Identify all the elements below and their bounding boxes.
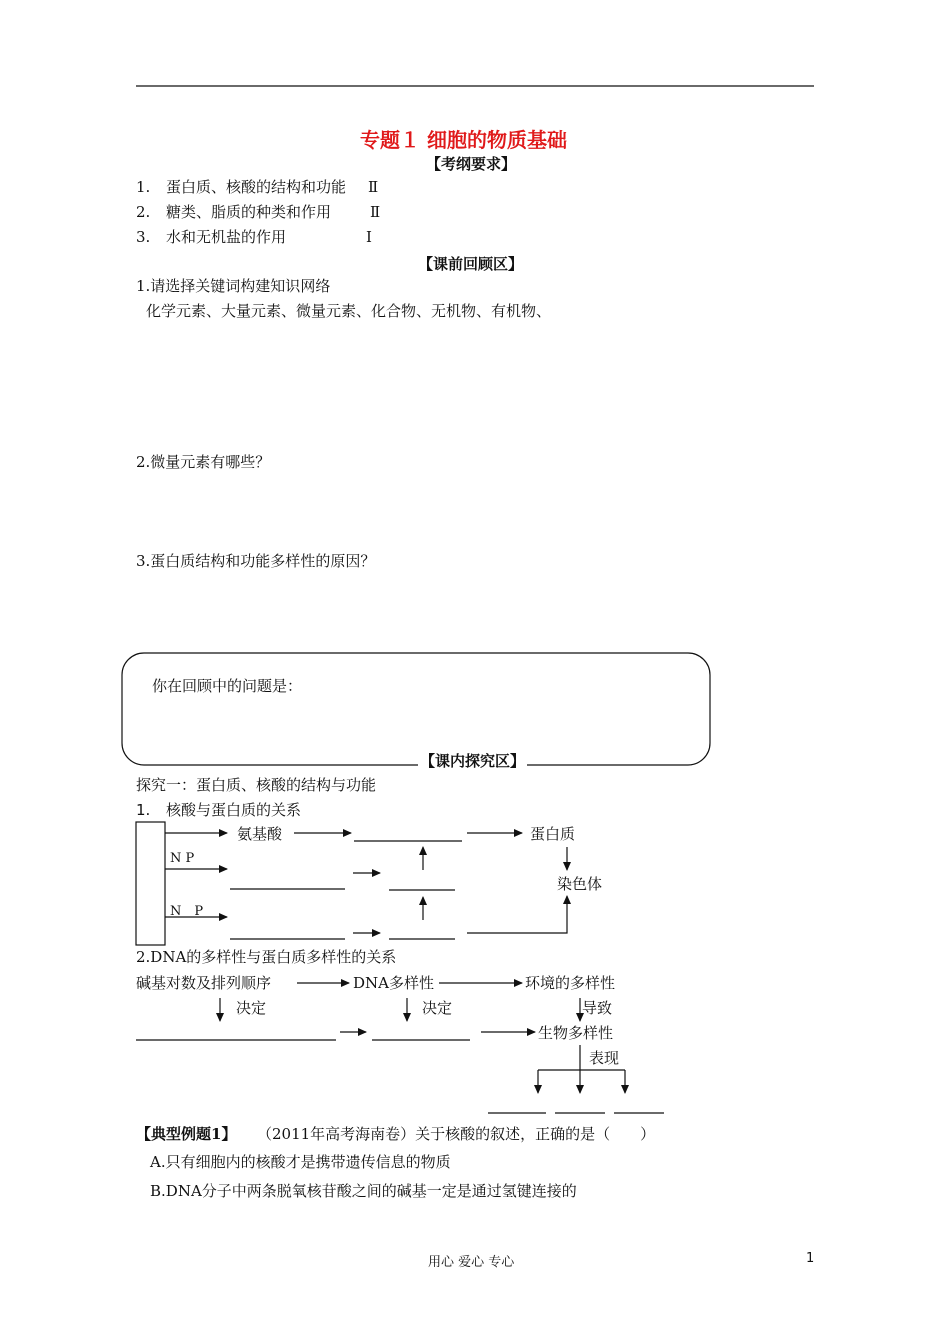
cause-label: 导致 bbox=[582, 999, 613, 1017]
explore-sub-1-text: 核酸与蛋白质的关系 bbox=[166, 801, 302, 819]
review-box bbox=[122, 653, 710, 765]
review-box-prompt: 你在回顾中的问题是： bbox=[152, 677, 303, 695]
biodiversity-label: 生物多样性 bbox=[538, 1024, 614, 1042]
example-label: 【典型例题1】 bbox=[136, 1125, 237, 1143]
requirement-1-text: 蛋白质、核酸的结构和功能 bbox=[166, 178, 347, 196]
nucleic-protein-diagram bbox=[136, 822, 567, 945]
amino-acid-label: 氨基酸 bbox=[237, 825, 283, 843]
example-option-b: B.DNA分子中两条脱氧核苷酸之间的碱基一定是通过氢键连接的 bbox=[150, 1182, 577, 1200]
explore-sub-1-num: 1. bbox=[136, 801, 151, 819]
base-pair-label: 碱基对数及排列顺序 bbox=[136, 974, 272, 992]
example-option-a: A.只有细胞内的核酸才是携带遗传信息的物质 bbox=[150, 1153, 451, 1171]
requirement-1-level: Ⅱ bbox=[368, 178, 379, 196]
review-section-label: 【课前回顾区】 bbox=[418, 255, 524, 273]
requirement-3-level: Ⅰ bbox=[366, 228, 372, 246]
requirement-2-level: Ⅱ bbox=[370, 203, 381, 221]
dna-diversity-label: DNA多样性 bbox=[353, 974, 434, 992]
environment-diversity-label: 环境的多样性 bbox=[525, 974, 616, 992]
np-label-1: N P bbox=[170, 851, 195, 866]
page-title: 专题１ 细胞的物质基础 bbox=[360, 128, 567, 152]
chromosome-label: 染色体 bbox=[557, 875, 603, 893]
exam-requirements-label: 【考纲要求】 bbox=[426, 155, 517, 173]
review-question-1-keywords: 化学元素、大量元素、微量元素、化合物、无机物、有机物、 bbox=[146, 302, 552, 320]
requirement-3-num: 3. bbox=[136, 228, 151, 246]
requirement-2-num: 2. bbox=[136, 203, 151, 221]
explore-sub-2: 2.DNA的多样性与蛋白质多样性的关系 bbox=[136, 948, 397, 966]
np-label-2: N P bbox=[170, 904, 204, 919]
explore-section-label: 【课内探究区】 bbox=[420, 752, 526, 770]
review-question-3: 3.蛋白质结构和功能多样性的原因？ bbox=[136, 552, 376, 570]
decide-label-1: 决定 bbox=[236, 999, 267, 1017]
manifest-label: 表现 bbox=[589, 1049, 620, 1067]
footer-text: 用心 爱心 专心 bbox=[428, 1255, 515, 1270]
requirement-3-text: 水和无机盐的作用 bbox=[166, 228, 287, 246]
decide-label-2: 决定 bbox=[422, 999, 453, 1017]
requirement-2-text: 糖类、脂质的种类和作用 bbox=[166, 203, 332, 221]
protein-label: 蛋白质 bbox=[530, 825, 576, 843]
explore-topic-1: 探究一：蛋白质、核酸的结构与功能 bbox=[136, 776, 377, 794]
requirement-1-num: 1. bbox=[136, 178, 151, 196]
review-question-1: 1.请选择关键词构建知识网络 bbox=[136, 277, 331, 295]
page-number: 1 bbox=[806, 1251, 815, 1266]
review-question-2: 2.微量元素有哪些？ bbox=[136, 453, 271, 471]
example-source: （2011年高考海南卷）关于核酸的叙述，正确的是（ ） bbox=[257, 1125, 656, 1143]
gene-box bbox=[136, 822, 165, 945]
